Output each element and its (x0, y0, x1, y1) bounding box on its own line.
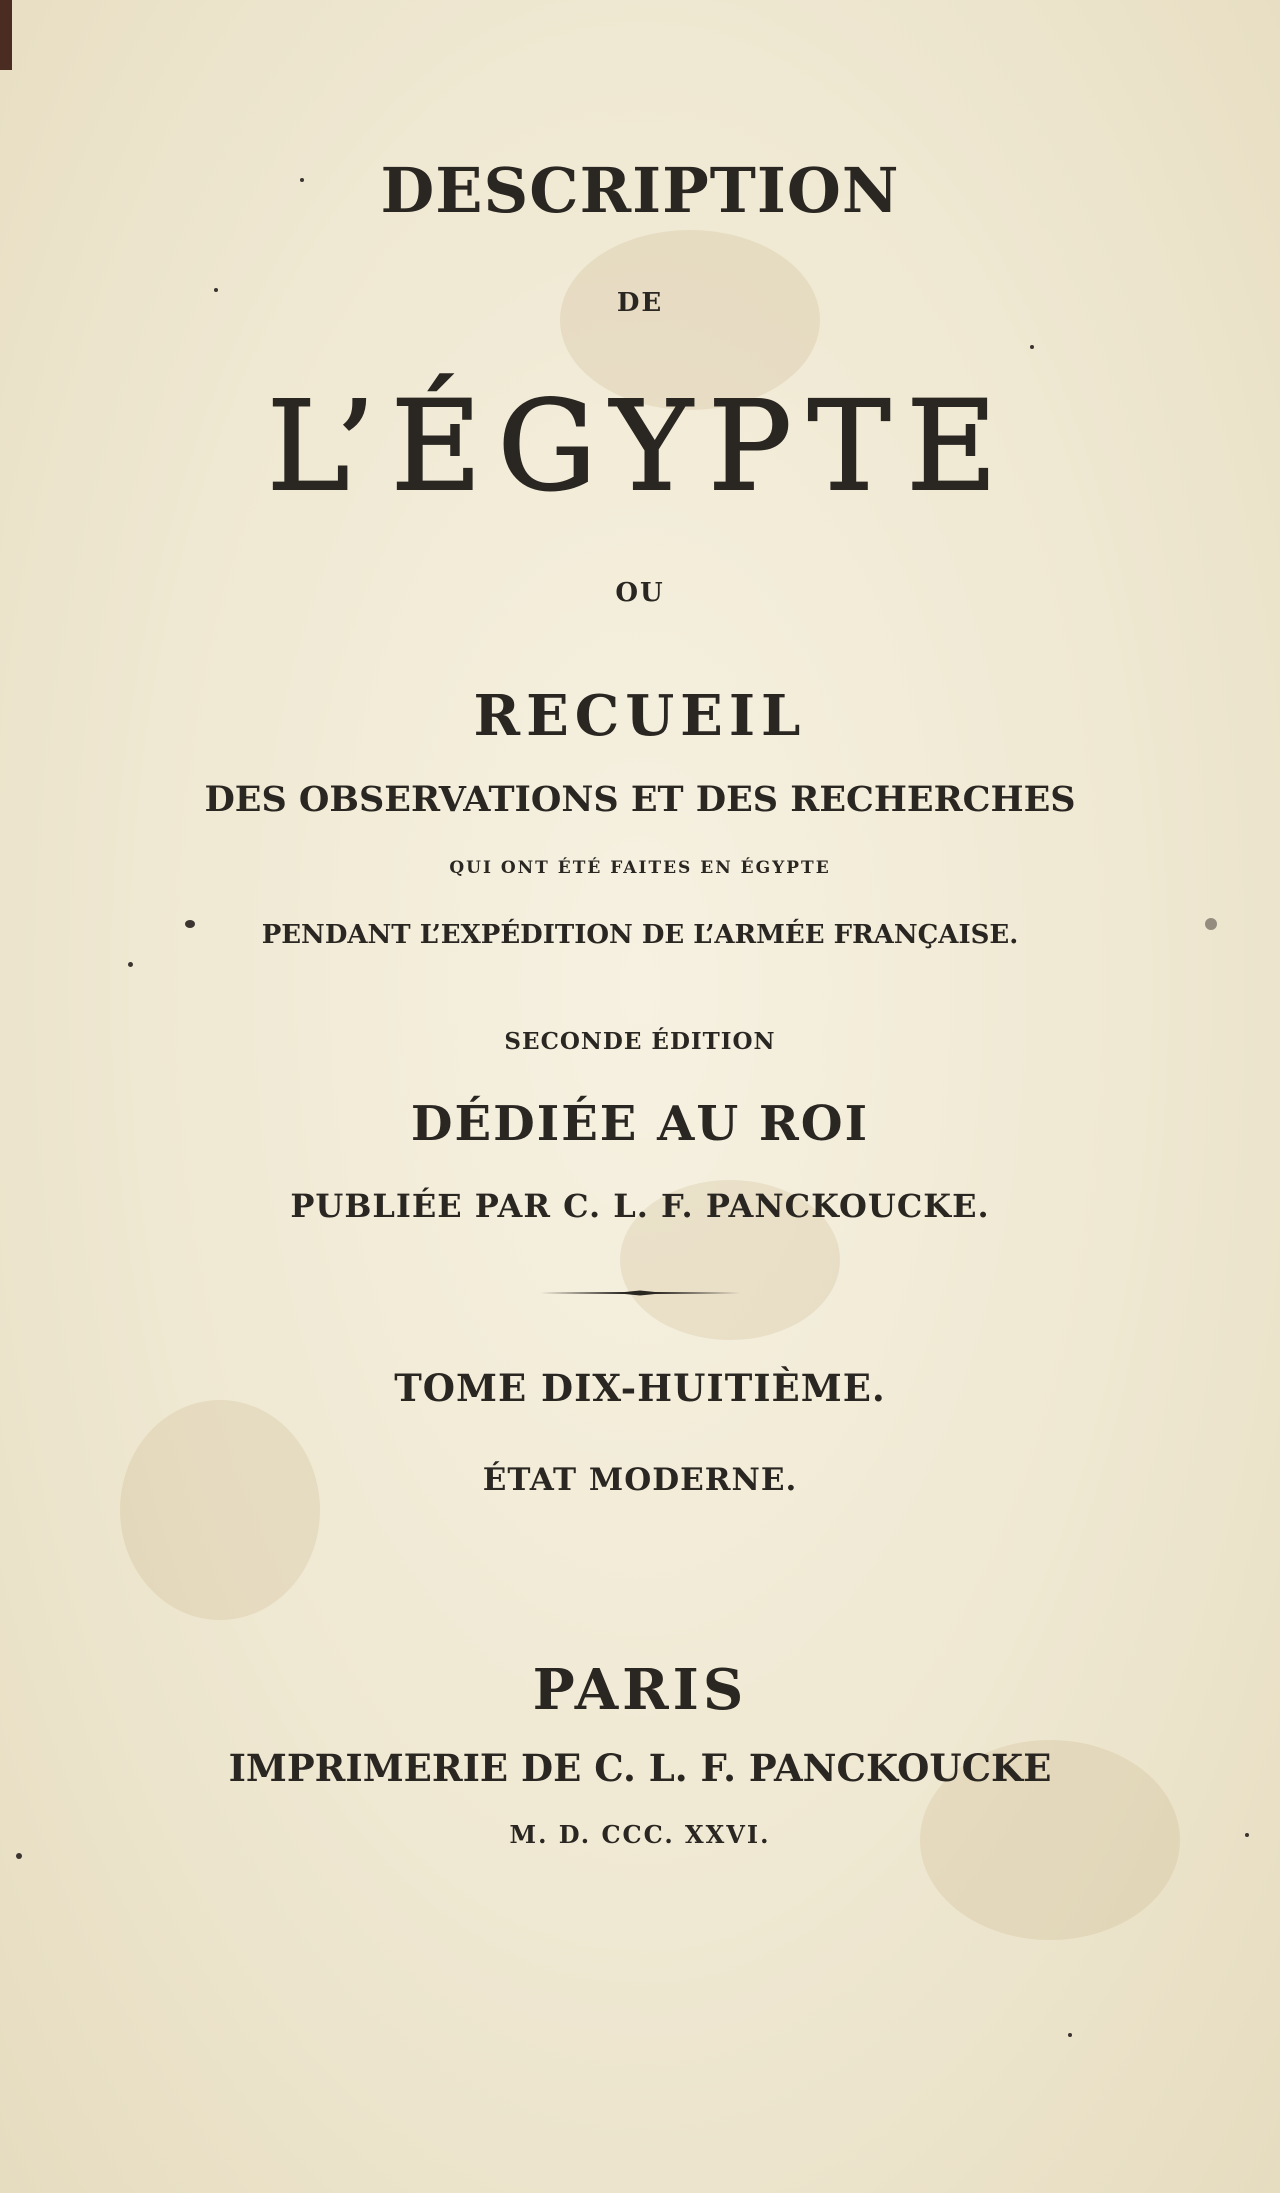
paper-stain (120, 1400, 320, 1620)
ink-speck (128, 962, 133, 967)
subtitle-pendant: PENDANT L’EXPÉDITION DE L’ARMÉE FRANÇAISE. (261, 920, 1019, 950)
subtitle-qui-ont-ete: QUI ONT ÉTÉ FAITES EN ÉGYPTE (449, 858, 831, 878)
ornamental-rule (540, 1290, 740, 1296)
ink-speck (16, 1853, 22, 1859)
imprint-date: M. D. CCC. XXVI. (509, 1820, 771, 1849)
binding-mark (0, 0, 12, 70)
imprint-city: PARIS (532, 1657, 748, 1723)
subtitle-recueil: RECUEIL (473, 683, 807, 749)
section-label: ÉTAT MODERNE. (482, 1462, 798, 1498)
ink-speck (1068, 2033, 1072, 2037)
imprint-printer: IMPRIMERIE DE C. L. F. PANCKOUCKE (228, 1746, 1052, 1790)
volume-label: TOME DIX-HUITIÈME. (394, 1366, 886, 1410)
title-description: DESCRIPTION (380, 154, 900, 227)
subtitle-observations: DES OBSERVATIONS ET DES RECHERCHES (204, 779, 1076, 820)
publisher-line: PUBLIÉE PAR C. L. F. PANCKOUCKE. (290, 1187, 990, 1225)
edition-label: SECONDE ÉDITION (504, 1028, 776, 1055)
connector-de: DE (616, 288, 664, 318)
dedication: DÉDIÉE AU ROI (410, 1096, 870, 1152)
title-egypte: L’ÉGYPTE (267, 375, 1013, 519)
connector-ou: OU (615, 578, 665, 608)
ink-speck (1030, 345, 1034, 349)
